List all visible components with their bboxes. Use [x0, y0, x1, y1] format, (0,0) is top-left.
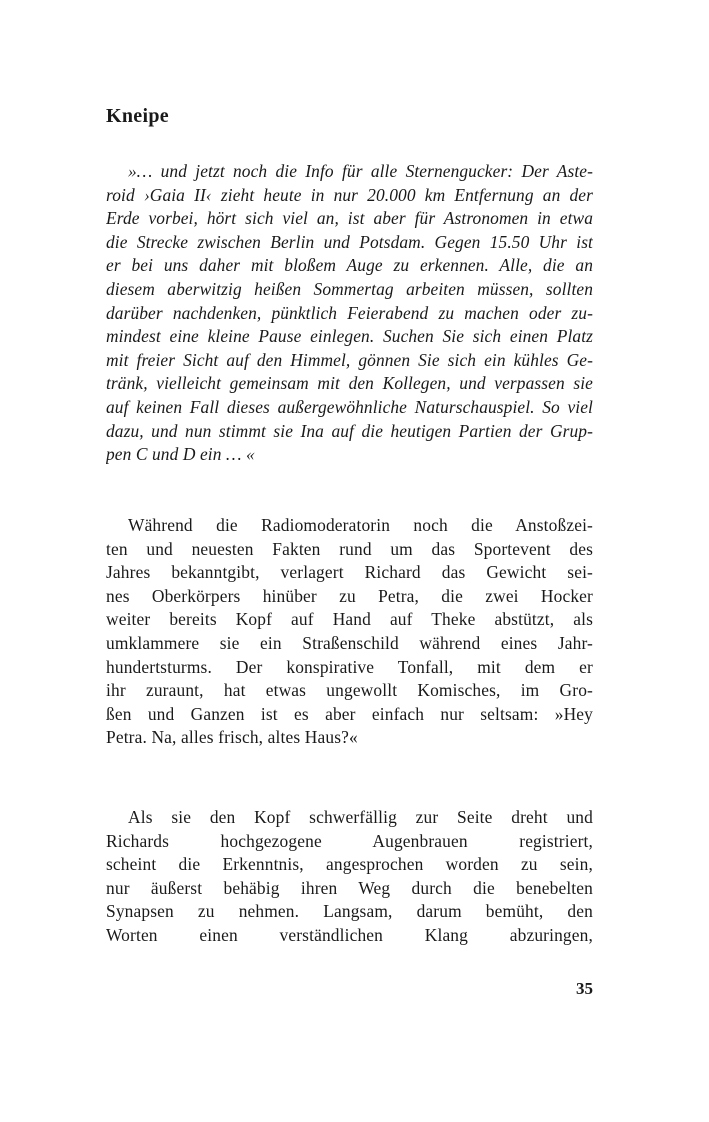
text-line: Richards hochgezogene Augenbrauen registriert,: [106, 830, 593, 851]
text-line: diesem aberwitzig heißen Sommertag arbeiten müssen, sollten: [106, 278, 593, 299]
radio-quote-paragraph: [106, 160, 593, 467]
text-line: ihr zuraunt, hat etwas ungewollt Komisches, im Gro-: [106, 680, 593, 701]
text-line: Als sie den Kopf schwerfällig zur Seite dreht und: [128, 807, 593, 827]
text-line: »… und jetzt noch die Info für alle Sternengucker: Der Aste-: [128, 161, 593, 181]
text-line: Worten einen verständlichen Klang abzuringen,: [106, 924, 593, 945]
text-line: pen C und D ein … «: [106, 444, 255, 465]
text-line: nur äußerst behäbig ihren Weg durch die benebelten: [106, 877, 593, 898]
text-line: Petra. Na, alles frisch, altes Haus?«: [106, 727, 358, 748]
text-line: Während die Radiomoderatorin noch die Anstoßzei-: [128, 515, 593, 535]
text-line: tränk, vielleicht gemeinsam mit den Kollegen, und verpassen sie: [106, 373, 593, 394]
text-line: Erde vorbei, hört sich viel an, ist aber für Astronomen in etwa: [106, 208, 593, 229]
text-line: dazu, und nun stimmt sie Ina auf die heutigen Partien der Grup-: [106, 420, 593, 441]
body-paragraph: [106, 514, 593, 750]
text-line: umklammere sie ein Straßenschild während eines Jahr-: [106, 632, 593, 653]
text-line: Jahres bekanntgibt, verlagert Richard das Gewicht sei-: [106, 562, 593, 583]
text-line: die Strecke zwischen Berlin und Potsdam. Gegen 15.50 Uhr ist: [106, 231, 593, 252]
text-line: scheint die Erkenntnis, angesprochen worden zu sein,: [106, 854, 593, 875]
text-line: mindest eine kleine Pause einlegen. Suchen Sie sich einen Platz: [106, 326, 593, 347]
text-line: hundertsturms. Der konspirative Tonfall, mit dem er: [106, 656, 593, 677]
text-line: ten und neuesten Fakten rund um das Sportevent des: [106, 538, 593, 559]
page-number: 35: [576, 979, 593, 998]
text-line: mit freier Sicht auf den Himmel, gönnen Sie sich ein kühles Ge-: [106, 349, 593, 370]
chapter-title: Kneipe: [106, 105, 169, 127]
text-line: Synapsen zu nehmen. Langsam, darum bemüht, den: [106, 901, 593, 922]
book-page: [106, 0, 593, 1122]
text-line: auf keinen Fall dieses außergewöhnliche Naturschauspiel. So viel: [106, 396, 593, 417]
text-line: darüber nachdenken, pünktlich Feierabend zu machen oder zu-: [106, 302, 593, 323]
text-line: roid ›Gaia II‹ zieht heute in nur 20.000 km Entfernung an der: [106, 184, 593, 205]
text-line: nes Oberkörpers hinüber zu Petra, die zwei Hocker: [106, 585, 593, 606]
text-line: ßen und Ganzen ist es aber einfach nur seltsam: »Hey: [106, 703, 593, 724]
text-line: weiter bereits Kopf auf Hand auf Theke abstützt, als: [106, 609, 593, 630]
body-paragraph: [106, 806, 593, 948]
text-line: er bei uns daher mit bloßem Auge zu erkennen. Alle, die an: [106, 255, 593, 276]
